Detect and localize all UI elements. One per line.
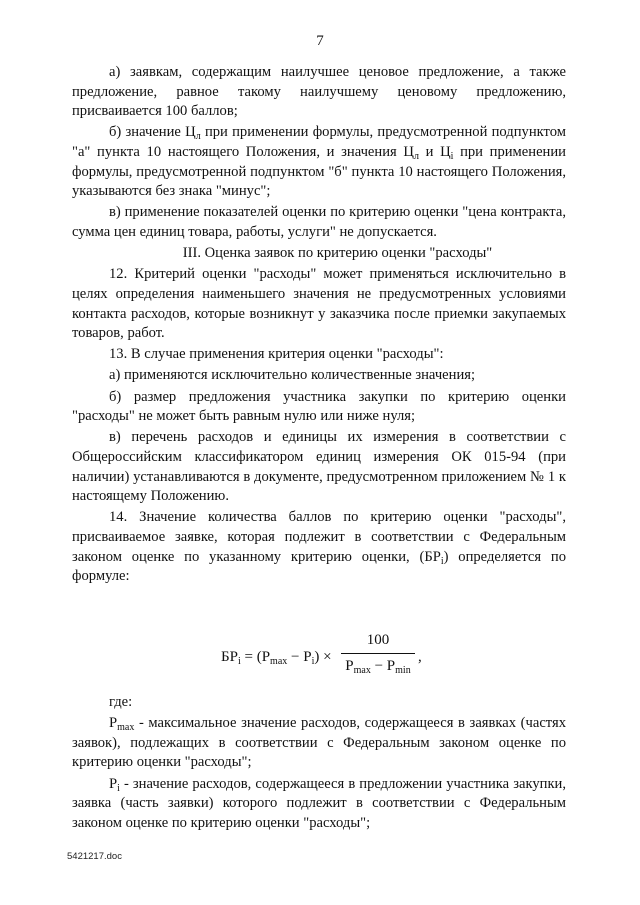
paragraph-b-price: б) значение $Ц_л$ при применении формулы, предусмотренной подпунктом "а" пункта 10 настоящего Положения, и значения $Ц_л$ и $Ц_i$ при применении формулы, предусмотренной подпунктом "б" пункта 10 настоящего Положения, указываются без знака "минус"; xyxy=(72,124,566,200)
definition-pi: $P_i$ - значение расходов, содержащееся в предложении участника закупки, заявка (часть заявки) которого подлежит в соответствии с Федеральным законом оценке по критерию оценки "расходы"; xyxy=(72,775,566,831)
fraction-bar xyxy=(341,653,415,654)
where-label: где: xyxy=(109,694,133,710)
paragraph-a-price: а) заявкам, содержащим наилучшее ценовое предложение, а также предложение, равное такому наилучшему ценовому предложению, присваивается 100 баллов; xyxy=(72,64,566,120)
document-body xyxy=(72,63,566,831)
formula-lhs: $БР_i = (P_{max} - P_i)$ × xyxy=(221,649,332,667)
paragraph-13-v: в) перечень расходов и единицы их измерения в соответствии с Общероссийским классификатором единиц измерения ОК 015-94 (при наличии) устанавливаются в документе, предусмотренном приложением № 1 к настоящему Положению. xyxy=(72,429,566,505)
formula-fraction xyxy=(341,630,415,676)
paragraph-14: 14. Значение количества баллов по критерию оценки "расходы", присваиваемое заявке, которая подлежит в соответствии с Федеральным законом оценке по указанному критерию оценки, $(БР_i)$ определяется по формуле: xyxy=(72,509,566,585)
page-number: 7 xyxy=(316,33,324,49)
formula-denominator: $P_{max} - P_{min}$ xyxy=(345,658,411,676)
formula-comma: , xyxy=(418,649,422,665)
paragraph-13: 13. В случае применения критерия оценки "расходы": xyxy=(109,346,444,363)
formula-numerator: 100 xyxy=(366,632,390,648)
section-title: III. Оценка заявок по критерию оценки "расходы" xyxy=(182,245,493,262)
file-name-footer: 5421217.doc xyxy=(67,851,122,862)
paragraph-v-price: в) применение показателей оценки по критерию оценки "цена контракта, сумма цен единиц товара, работы, услуги" не допускается. xyxy=(72,204,566,240)
definition-pmax: $P_{max}$ - максимальное значение расходов, содержащееся в заявках (частях заявок), подлежащих в соответствии с Федеральным законом оценке по критерию оценки "расходы"; xyxy=(72,715,566,771)
paragraph-13-a: а) применяются исключительно количественные значения; xyxy=(109,367,476,384)
paragraph-13-b: б) размер предложения участника закупки по критерию оценки "расходы" не может быть равным нулю или ниже нуля; xyxy=(72,388,566,425)
paragraph-12: 12. Критерий оценки "расходы" может применяться исключительно в целях определения наименьшего значения не предусмотренных условиями контакта расходов, которые возникнут у заказчика после приемки закупаемых товаров, работ. xyxy=(72,266,566,342)
definitions-block xyxy=(72,693,566,835)
score-formula xyxy=(72,630,566,690)
